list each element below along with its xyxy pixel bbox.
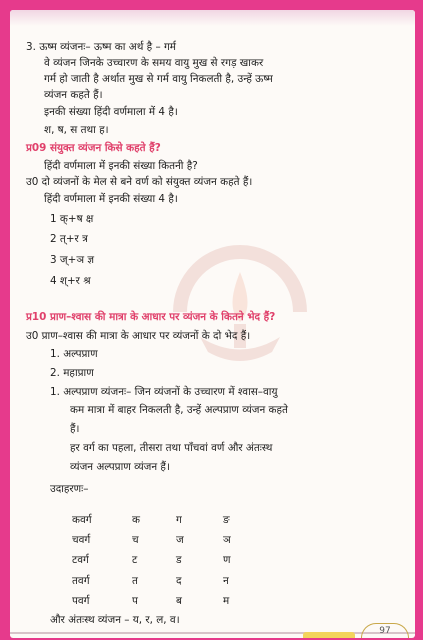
table-cell: ज xyxy=(176,534,184,546)
table-cell: ट xyxy=(132,554,138,566)
table-cell: तवर्ग xyxy=(72,575,90,587)
question-10: प्र10 प्राण–श्वास की मात्रा के आधार पर व्यंजन के कितने भेद हैं? xyxy=(26,311,276,323)
text-line: व्यंजन कहते हैं। xyxy=(44,89,103,101)
question-09: प्र09 संयुक्त व्यंजन किसे कहते हैं? xyxy=(26,142,161,154)
table-cell: च xyxy=(132,534,139,546)
text-line: व्यंजन अल्पप्राण व्यंजन हैं। xyxy=(70,461,170,473)
table-cell: टवर्ग xyxy=(72,554,89,566)
table-cell: ञ xyxy=(223,534,231,546)
text-line: हिंदी वर्णमाला में इनकी संख्या कितनी है? xyxy=(44,160,198,172)
list-item: 4 श्+र श्र xyxy=(50,275,91,287)
table-cell: म xyxy=(223,595,230,607)
table-cell: ङ xyxy=(223,514,230,526)
table-cell: ग xyxy=(176,514,182,526)
list-item: 1. अल्पप्राण व्यंजनः– जिन व्यंजनों के उच्चारण में श्वास–वायु xyxy=(50,386,278,398)
text-line: 3. ऊष्म व्यंजनः– ऊष्म का अर्थ है – गर्म xyxy=(26,41,177,53)
table-cell: प xyxy=(132,595,138,607)
answer-line: उ0 दो व्यंजनों के मेल से बने वर्ण को संयुक्त व्यंजन कहते हैं। xyxy=(26,176,253,188)
text-line: गर्म हो जाती है अर्थात मुख से गर्म वायु निकलती है, उन्हें ऊष्म xyxy=(44,73,273,85)
list-item: 1 क्+ष क्ष xyxy=(50,213,94,225)
list-item: 1. अल्पप्राण xyxy=(50,348,98,360)
text-line: उदाहरणः– xyxy=(50,483,89,495)
page-number: 97 xyxy=(361,623,409,638)
text-line: हर वर्ग का पहला, तीसरा तथा पाँचवां वर्ण और अंतःस्थ xyxy=(70,442,273,454)
answer-line: उ0 प्राण–श्वास की मात्रा के आधार पर व्यंजनों के दो भेद हैं। xyxy=(26,330,251,342)
text-line: और अंतःस्थ व्यंजन – य, र, ल, व। xyxy=(50,614,180,626)
text-line: हैं। xyxy=(70,423,80,435)
text-line: वे व्यंजन जिनके उच्चारण के समय वायु मुख से रगड़ खाकर xyxy=(44,57,264,69)
list-item: 2 त्+र त्र xyxy=(50,233,88,245)
text-line: इनकी संख्या हिंदी वर्णमाला में 4 है। xyxy=(44,106,178,118)
book-page xyxy=(10,10,415,638)
table-cell: ड xyxy=(176,554,182,566)
table-cell: पवर्ग xyxy=(72,595,90,607)
text-line: श, ष, स तथा ह। xyxy=(44,124,109,136)
footer-tab-decoration xyxy=(303,632,355,638)
list-item: 3 ज्+ञ ज्ञ xyxy=(50,254,95,266)
text-line: हिंदी वर्णमाला में इनकी संख्या 4 है। xyxy=(44,193,178,205)
text-line: कम मात्रा में बाहर निकलती है, उन्हें अल्पप्राण व्यंजन कहते xyxy=(70,404,288,416)
list-item: 2. महाप्राण xyxy=(50,367,94,379)
table-cell: चवर्ग xyxy=(72,534,91,546)
table-cell: कवर्ग xyxy=(72,514,92,526)
table-cell: ण xyxy=(223,554,231,566)
table-cell: द xyxy=(176,575,182,587)
table-cell: क xyxy=(132,514,140,526)
table-cell: ब xyxy=(176,595,182,607)
table-cell: त xyxy=(132,575,138,587)
table-cell: न xyxy=(223,575,229,587)
